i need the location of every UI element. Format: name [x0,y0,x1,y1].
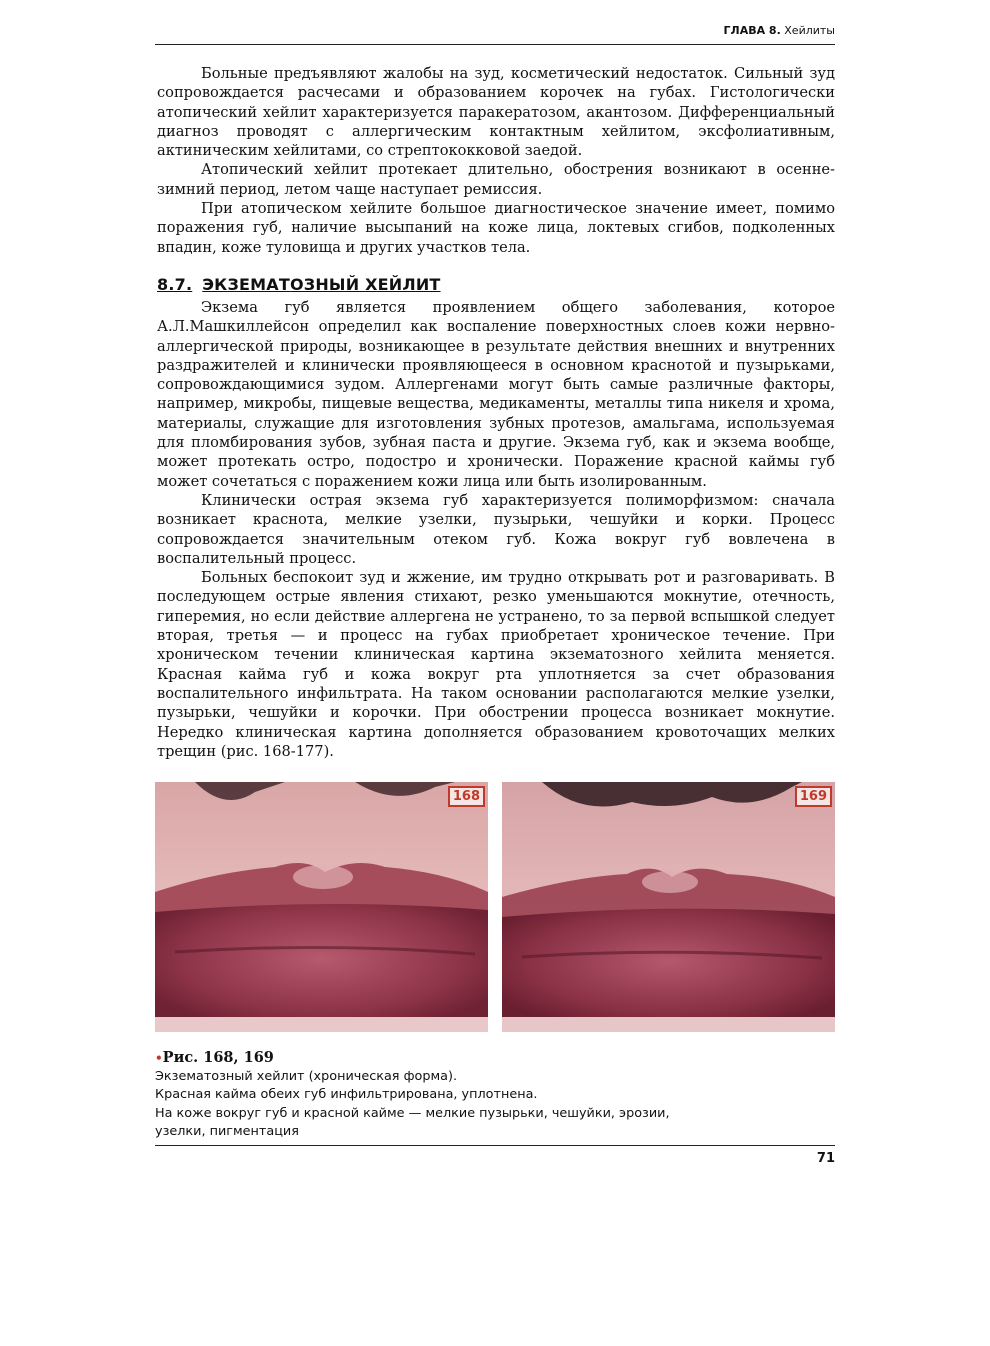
running-header [155,24,835,44]
caption-title-line [155,1048,835,1068]
clinical-photo-169 [502,782,835,1032]
caption-line: узелки, пигментация [155,1123,299,1139]
footer-divider [155,1145,835,1146]
paragraph: При атопическом хейлите большое диагностическое значение имеет, помимо поражения губ, наличие высыпаний на коже лица, локтевых сгибов, подколенных впадин, коже туловища и других участков тела. [157,200,835,256]
intro-text-block [157,64,835,257]
header-divider [155,44,835,45]
paragraph: Экзема губ является проявлением общего заболевания, которое А.Л.Машкиллейсон определил как воспаление поверхностных слоев кожи нервно-аллергической природы, возникающее в результате действия внешних и внутренних раздражителей и клинически проявляющееся в основном краснотой и пузырьками, сопровождающимися зудом. Аллергенами могут быть самые различные факторы, например, микробы, пищевые вещества, медикаменты, металлы типа никеля и хрома, материалы, служащие для изготовления зубных протезов, амальгама, используемая для пломбирования зубов, зубная паста и другие. Экзема губ, как и экзема вообще, может протекать остро, подостро и хронически. Поражение красной каймы губ может сочетаться с поражением кожи лица или быть изолированным. [157,299,835,490]
section-title: ЭКЗЕМАТОЗНЫЙ ХЕЙЛИТ [202,275,441,294]
paragraph: Больные предъявляют жалобы на зуд, косметический недостаток. Сильный зуд сопровождается расчесами и образованием корочек на губах. Гистологически атопический хейлит характеризуется паракератозом, акантозом. Дифференциальный диагноз проводят с аллергическим контактным хейлитом, эксфолиативным, актиническим хейлитами, со стрептококковой заедой. [157,65,835,160]
lips-photo-illustration [155,782,488,1032]
caption-line: Красная кайма обеих губ инфильтрирована, уплотнена. [155,1087,538,1103]
section-text-block [157,298,835,761]
paragraph: Атопический хейлит протекает длительно, обострения возникают в осенне-зимний период, летом чаще наступает ремиссия. [157,161,835,198]
lips-photo-illustration [502,782,835,1032]
page-number: 71 [816,1151,835,1166]
caption-line: На коже вокруг губ и красной кайме — мелкие пузырьки, чешуйки, эрозии, [155,1105,670,1121]
caption-bullet: • [155,1051,163,1065]
section-heading [157,275,557,294]
figure-number-badge: 168 [448,786,485,807]
figure-caption [155,1048,835,1141]
chapter-label: ГЛАВА 8. [723,24,781,37]
section-number: 8.7. [157,275,193,294]
caption-line: Экзематозный хейлит (хроническая форма). [155,1069,458,1084]
paragraph: Больных беспокоит зуд и жжение, им трудно открывать рот и разговаривать. В последующем острые явления стихают, резко уменьшаются мокнутие, отечность, гиперемия, но если действие аллергена не устранено, то за первой вспышкой следует вторая, третья — и процесс на губах приобретает хроническое течение. При хроническом течении клиническая картина экзематозного хейлита меняется. Красная кайма губ и кожа вокруг рта уплотняется за счет образования воспалительного инфильтрата. На таком основании располагаются мелкие узелки, пузырьки, чешуйки и корочки. При обострении процесса возникает мокнутие. Нередко клиническая картина дополняется образованием кровоточащих мелких трещин (рис. 168-177). [157,569,835,760]
paragraph: Клинически острая экзема губ характеризуется полиморфизмом: сначала возникает краснота, мелкие узелки, пузырьки, чешуйки и корки. Процесс сопровождается значительным отеком губ. Кожа вокруг губ вовлечена в воспалительный процесс. [157,491,835,567]
chapter-title: Хейлиты [784,24,835,37]
clinical-photo-168 [155,782,488,1032]
figure-number-badge: 169 [795,786,832,807]
caption-title: Рис. 168, 169 [162,1049,274,1066]
